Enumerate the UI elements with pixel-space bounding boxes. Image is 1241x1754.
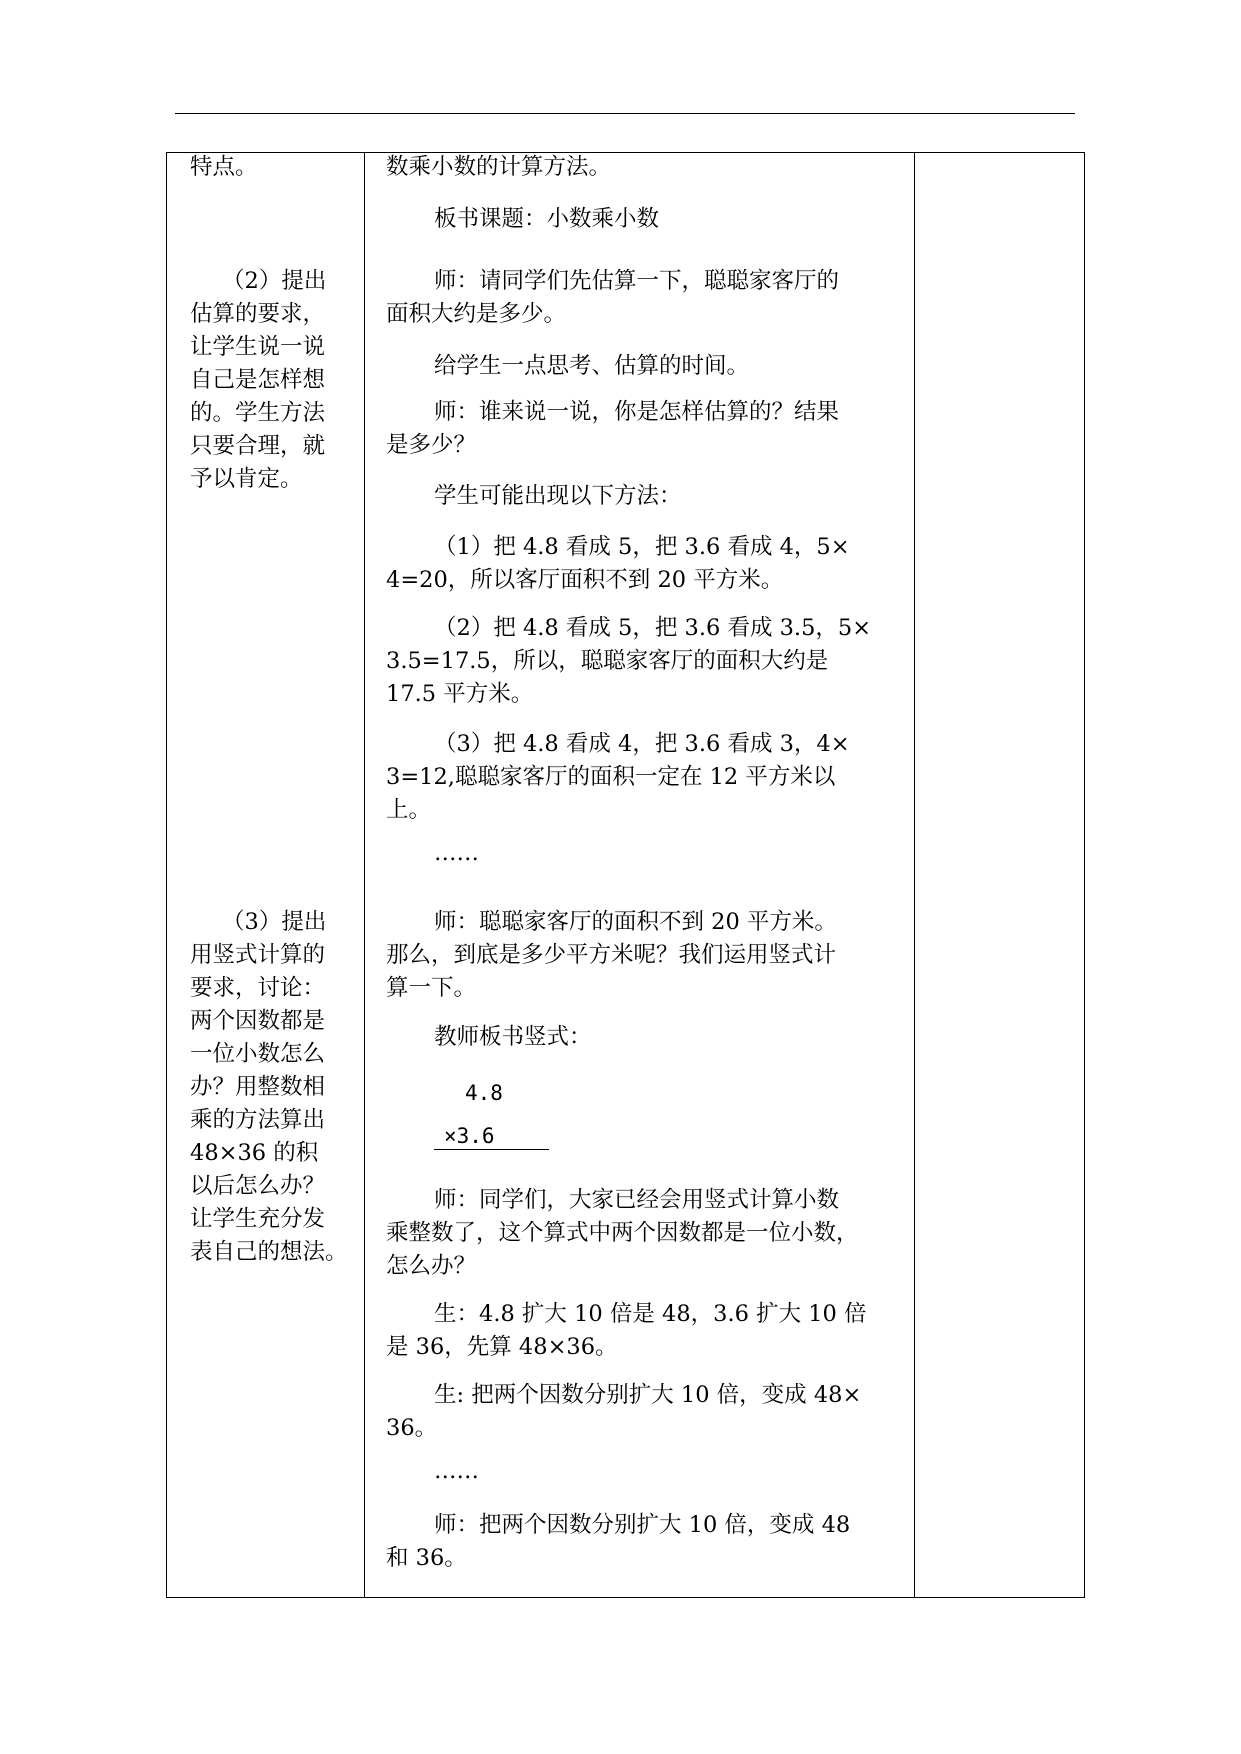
process-text: 上。 [386, 797, 432, 823]
process-text: 师：同学们，大家已经会用竖式计算小数 [434, 1187, 840, 1213]
process-text: 和 36。 [386, 1545, 467, 1571]
process-text: 是多少？ [386, 432, 477, 458]
process-text: 生: 把两个因数分别扩大 10 倍，变成 48× [434, 1382, 862, 1408]
process-text: 给学生一点思考、估算的时间。 [434, 353, 750, 379]
intent-text: 特点。 [190, 154, 258, 180]
intent-text: 要求，讨论： [190, 975, 326, 1001]
vertical-calc-multiplier: ×3.6 [444, 1124, 495, 1148]
process-text: （2）把 4.8 看成 5，把 3.6 看成 3.5，5× [434, 615, 872, 641]
process-text: 学生可能出现以下方法： [434, 483, 682, 509]
intent-text: 只要合理，就 [190, 433, 326, 459]
intent-text: 用竖式计算的 [190, 942, 326, 968]
notes-column [914, 153, 1083, 1596]
intent-text: （3）提出 [222, 909, 327, 935]
vertical-calc-multiplicand: 4.8 [465, 1081, 503, 1105]
process-text: 36。 [386, 1415, 438, 1441]
process-text: 乘整数了，这个算式中两个因数都是一位小数， [386, 1220, 859, 1246]
intent-text: 乘的方法算出 [190, 1107, 326, 1133]
process-text: 师：聪聪家客厅的面积不到 20 平方米。 [434, 909, 837, 935]
ellipsis: …… [434, 1458, 479, 1484]
process-text: 算一下。 [386, 975, 477, 1001]
intent-text: 办？用整数相 [190, 1074, 326, 1100]
process-text: 是 36，先算 48×36。 [386, 1334, 618, 1360]
page-header-rule [175, 113, 1075, 114]
column-divider-1 [364, 153, 365, 1597]
process-text: 那么，到底是多少平方米呢？我们运用竖式计 [386, 942, 837, 968]
process-text: 师：谁来说一说，你是怎样估算的？结果 [434, 399, 840, 425]
process-text: （1）把 4.8 看成 5，把 3.6 看成 4，5× [434, 534, 850, 560]
intent-text: 让学生说一说 [190, 334, 326, 360]
intent-text: 48×36 的积 [190, 1140, 319, 1166]
process-text: 板书课题：小数乘小数 [434, 206, 660, 232]
process-text: 教师板书竖式： [434, 1024, 592, 1050]
intent-text: 一位小数怎么 [190, 1041, 326, 1067]
process-text: 3=12,聪聪家客厅的面积一定在 12 平方米以 [386, 764, 836, 790]
process-text: 面积大约是多少。 [386, 301, 567, 327]
intent-text: 估算的要求， [190, 301, 326, 327]
process-text: 数乘小数的计算方法。 [386, 154, 612, 180]
intent-text: 以后怎么办？ [190, 1173, 326, 1199]
process-text: 师：把两个因数分别扩大 10 倍，变成 48 [434, 1512, 851, 1538]
process-text: 3.5=17.5，所以，聪聪家客厅的面积大约是 [386, 648, 829, 674]
intent-text: 自己是怎样想 [190, 367, 326, 393]
intent-text: 表自己的想法。 [190, 1239, 348, 1265]
intent-text: （2）提出 [222, 268, 327, 294]
intent-text: 两个因数都是 [190, 1008, 326, 1034]
process-text: 师：请同学们先估算一下，聪聪家客厅的 [434, 268, 840, 294]
intent-text: 让学生充分发 [190, 1206, 326, 1232]
process-text: 17.5 平方米。 [386, 681, 534, 707]
process-text: 怎么办？ [386, 1253, 477, 1279]
process-text: （3）把 4.8 看成 4，把 3.6 看成 3，4× [434, 731, 850, 757]
process-text: 生：4.8 扩大 10 倍是 48，3.6 扩大 10 倍 [434, 1301, 867, 1327]
intent-text: 的。学生方法 [190, 400, 326, 426]
process-text: 4=20，所以客厅面积不到 20 平方米。 [386, 567, 784, 593]
intent-text: 予以肯定。 [190, 466, 303, 492]
ellipsis: …… [434, 840, 479, 866]
vertical-calc-rule [434, 1149, 549, 1150]
